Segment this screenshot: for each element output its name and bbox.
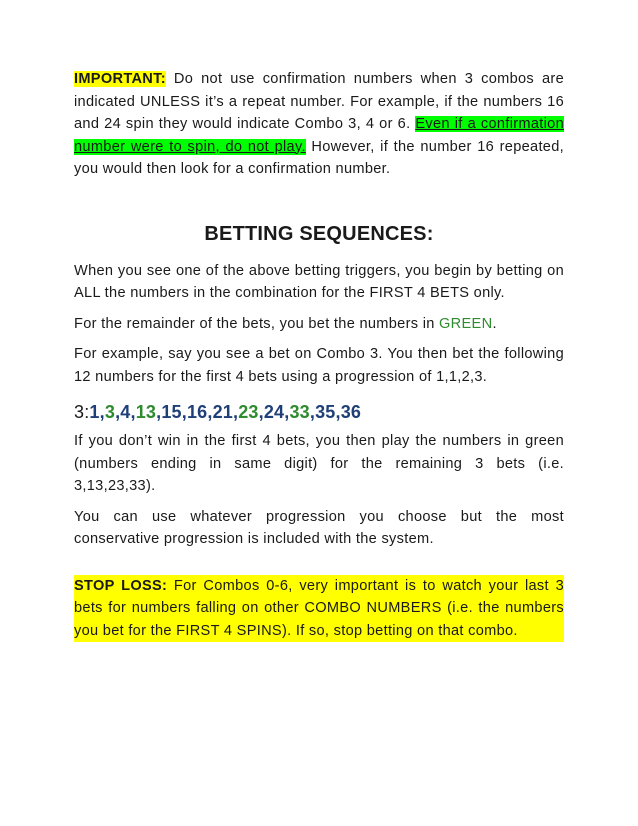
document-page [74, 68, 564, 642]
combo-prefix: 3: [74, 402, 90, 422]
combo-separator: , [232, 402, 239, 422]
combo-number: 35 [315, 402, 336, 422]
combo-separator: , [130, 402, 136, 422]
remainder-paragraph [74, 313, 564, 336]
combo-separator: , [99, 402, 105, 422]
example-paragraph: For example, say you see a bet on Combo 3. You then bet the following 12 numbers for the first 4 bets using a progression of 1,1,2,3. [74, 346, 564, 385]
combo-separator: , [335, 402, 341, 422]
combo-separator: , [258, 402, 264, 422]
combo-number: 23 [238, 402, 259, 422]
important-text-continued: However, if the number 16 repeated, you would then look for a confirmation number. [74, 138, 564, 177]
important-text: Do not use confirmation numbers when 3 combos are indicated UNLESS it’s a repeat number. For example, if the numbers 16 and 24 spin they would indicate Combo 3, 4 or 6. [74, 71, 564, 132]
combo-separator: , [181, 402, 187, 422]
section-heading: BETTING SEQUENCES: [204, 222, 434, 245]
combo-number: 4 [120, 402, 131, 422]
important-highlight: Even if a confirmation number were to spin, do not play. [74, 116, 564, 155]
stop-loss-label: STOP LOSS: [74, 577, 168, 594]
if-not-win-paragraph: If you don’t win in the first 4 bets, you then play the numbers in green (numbers ending in same digit) for the remaining 3 bets (i.e. 3,13,23,33). [74, 433, 564, 494]
stop-loss-paragraph [74, 575, 564, 643]
remainder-text: For the remainder of the bets, you bet the numbers in [74, 315, 440, 332]
combo-separator: , [309, 402, 316, 422]
green-word: GREEN [439, 315, 493, 332]
combo-separator: , [156, 402, 162, 422]
important-label: IMPORTANT: [74, 71, 166, 87]
combo-number: 15 [161, 402, 182, 422]
combo-numbers [89, 402, 361, 422]
stop-loss-text: For Combos 0-6, very important is to watch your last 3 bets for numbers falling on other COMBO NUMBERS (i.e. the numbers you bet for the FIRST 4 SPINS). If so, stop betting on that combo. [74, 577, 565, 639]
combo-separator: , [284, 402, 290, 422]
combo-number: 33 [289, 402, 310, 422]
combo-number: 36 [340, 402, 362, 422]
combo-separator: , [115, 402, 121, 422]
combo-separator: , [207, 402, 213, 422]
combo-number: 1 [89, 402, 100, 422]
combo-number: 21 [212, 402, 233, 422]
sequence-intro-paragraph: When you see one of the above betting triggers, you begin by betting on ALL the numbers in the combination for the FIRST 4 BETS only. [74, 262, 564, 301]
combo-number: 3 [104, 402, 116, 422]
combo-number-line [74, 400, 564, 424]
combo-number: 24 [263, 402, 285, 422]
conservative-paragraph: You can use whatever progression you choose but the most conservative progression is included with the system. [74, 508, 564, 547]
combo-number: 16 [186, 402, 208, 422]
important-paragraph [74, 68, 564, 181]
remainder-period: . [492, 315, 497, 332]
combo-number: 13 [135, 402, 157, 422]
